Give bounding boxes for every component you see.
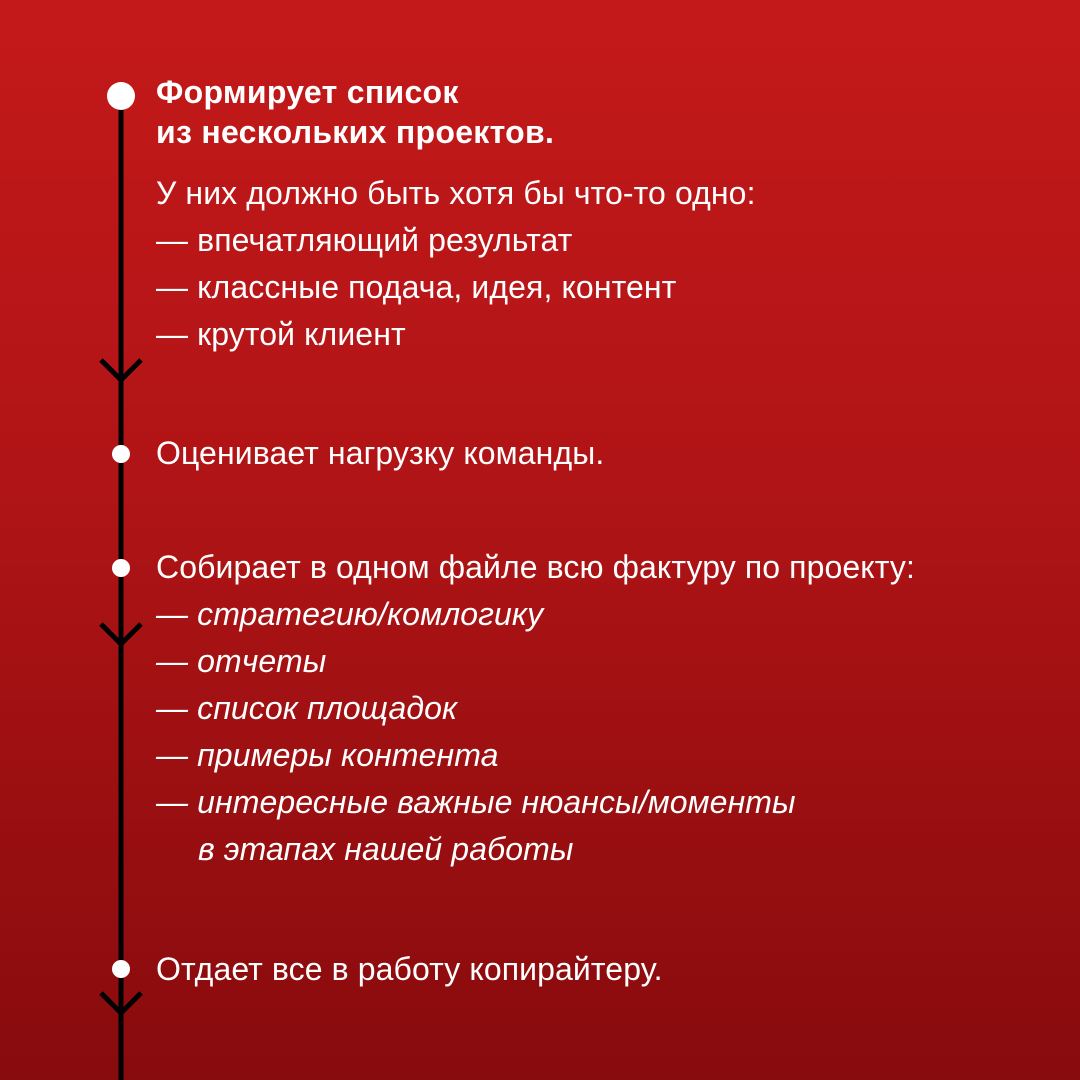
- step-2-text: Оценивает нагрузку команды.: [156, 435, 605, 471]
- list-item: — впечатляющий результат: [156, 222, 573, 258]
- step-3-list: [156, 591, 796, 873]
- step-3-intro-block: [156, 544, 915, 591]
- step-2: [156, 430, 604, 477]
- step-1-intro: У них должно быть хотя бы что-то одно:: [156, 175, 756, 211]
- timeline-dot: [112, 445, 130, 463]
- list-item: — интересные важные нюансы/моменты: [156, 784, 796, 820]
- list-item: — примеры контента: [156, 737, 499, 773]
- step-1-heading: [156, 72, 554, 152]
- step-3-intro: Собирает в одном файле всю фактуру по проекту:: [156, 549, 915, 585]
- list-item-continuation: в этапах нашей работы: [198, 831, 574, 867]
- list-item: — стратегию/комлогику: [156, 596, 544, 632]
- step-1-heading-line: из нескольких проектов.: [156, 114, 555, 150]
- list-item: — список площадок: [156, 690, 458, 726]
- timeline-dot: [112, 960, 130, 978]
- list-item: — крутой клиент: [156, 316, 406, 352]
- timeline-dot: [112, 559, 130, 577]
- step-1-heading-line: Формирует список: [156, 74, 459, 110]
- timeline-dot-large: [107, 82, 135, 110]
- list-item: — отчеты: [156, 643, 327, 679]
- step-1-body: [156, 170, 756, 358]
- step-4-text: Отдает все в работу копирайтеру.: [156, 951, 663, 987]
- step-4: [156, 946, 663, 993]
- list-item: — классные подача, идея, контент: [156, 269, 677, 305]
